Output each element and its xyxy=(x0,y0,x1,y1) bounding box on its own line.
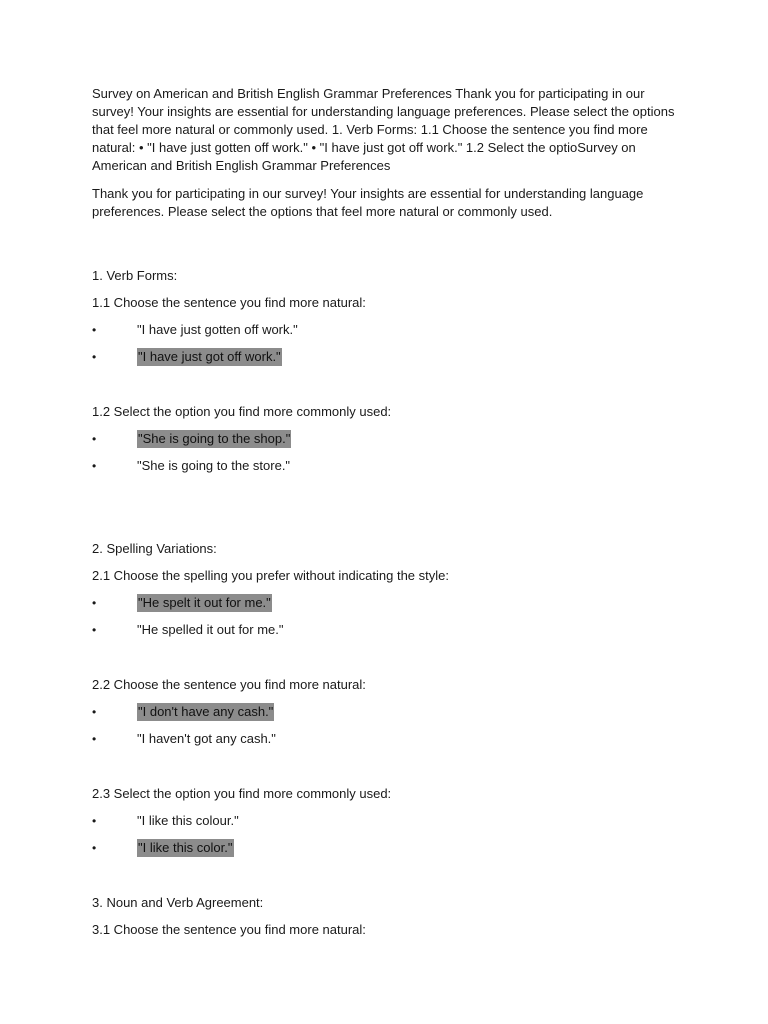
section-title-verb-forms: 1. Verb Forms: xyxy=(92,268,178,283)
document-page xyxy=(92,85,682,948)
option-1-2-b xyxy=(92,457,682,475)
question-2-2: 2.2 Choose the sentence you find more natural: xyxy=(92,677,366,692)
bullet-icon: • xyxy=(92,596,97,610)
intro-paragraph-1: Survey on American and British English Grammar Preferences Thank you for participating in our survey! Your insights are essential for understanding language preferences. Please select the options that feel more natural or commonly used. 1. Verb Forms: 1.1 Choose the sentence you find more natural: • "I have just gotten off work." • "I have just got off work." 1.2 Select the optioSurvey on American and British English Grammar Preferences xyxy=(92,86,675,173)
bullet-icon: • xyxy=(92,841,97,855)
question-2-3: 2.3 Select the option you find more commonly used: xyxy=(92,786,392,801)
section-title-noun-verb-agreement: 3. Noun and Verb Agreement: xyxy=(92,895,264,910)
option-2-3-a xyxy=(92,812,682,830)
bullet-icon: • xyxy=(92,623,97,637)
bullet-icon: • xyxy=(92,732,97,746)
option-text: "I have just gotten off work." xyxy=(137,322,298,337)
option-1-1-b xyxy=(92,348,682,366)
option-text: "I haven't got any cash." xyxy=(137,731,276,746)
option-text: "I like this colour." xyxy=(137,813,239,828)
question-3-1: 3.1 Choose the sentence you find more natural: xyxy=(92,922,366,937)
question-1-2: 1.2 Select the option you find more commonly used: xyxy=(92,404,392,419)
option-2-1-b xyxy=(92,621,682,639)
option-2-3-b xyxy=(92,839,682,857)
option-2-2-a xyxy=(92,703,682,721)
intro-paragraph-2: Thank you for participating in our survey! Your insights are essential for understanding language preferences. Please select the options that feel more natural or commonly used. xyxy=(92,186,644,219)
question-1-1: 1.1 Choose the sentence you find more natural: xyxy=(92,295,366,310)
bullet-icon: • xyxy=(92,459,97,473)
option-1-2-a xyxy=(92,430,682,448)
option-2-1-a xyxy=(92,594,682,612)
option-1-1-a xyxy=(92,321,682,339)
bullet-icon: • xyxy=(92,432,97,446)
section-title-spelling: 2. Spelling Variations: xyxy=(92,541,217,556)
option-text-highlighted: "I don't have any cash." xyxy=(138,704,274,719)
option-text-highlighted: "I have just got off work." xyxy=(138,349,281,364)
question-2-1: 2.1 Choose the spelling you prefer without indicating the style: xyxy=(92,568,449,583)
bullet-icon: • xyxy=(92,705,97,719)
bullet-icon: • xyxy=(92,814,97,828)
option-text-highlighted: "She is going to the shop." xyxy=(138,431,291,446)
option-2-2-b xyxy=(92,730,682,748)
option-text: "He spelled it out for me." xyxy=(137,622,284,637)
option-text-highlighted: "He spelt it out for me." xyxy=(138,595,271,610)
option-text-highlighted: "I like this color." xyxy=(138,840,233,855)
bullet-icon: • xyxy=(92,323,97,337)
option-text: "She is going to the store." xyxy=(137,458,291,473)
bullet-icon: • xyxy=(92,350,97,364)
